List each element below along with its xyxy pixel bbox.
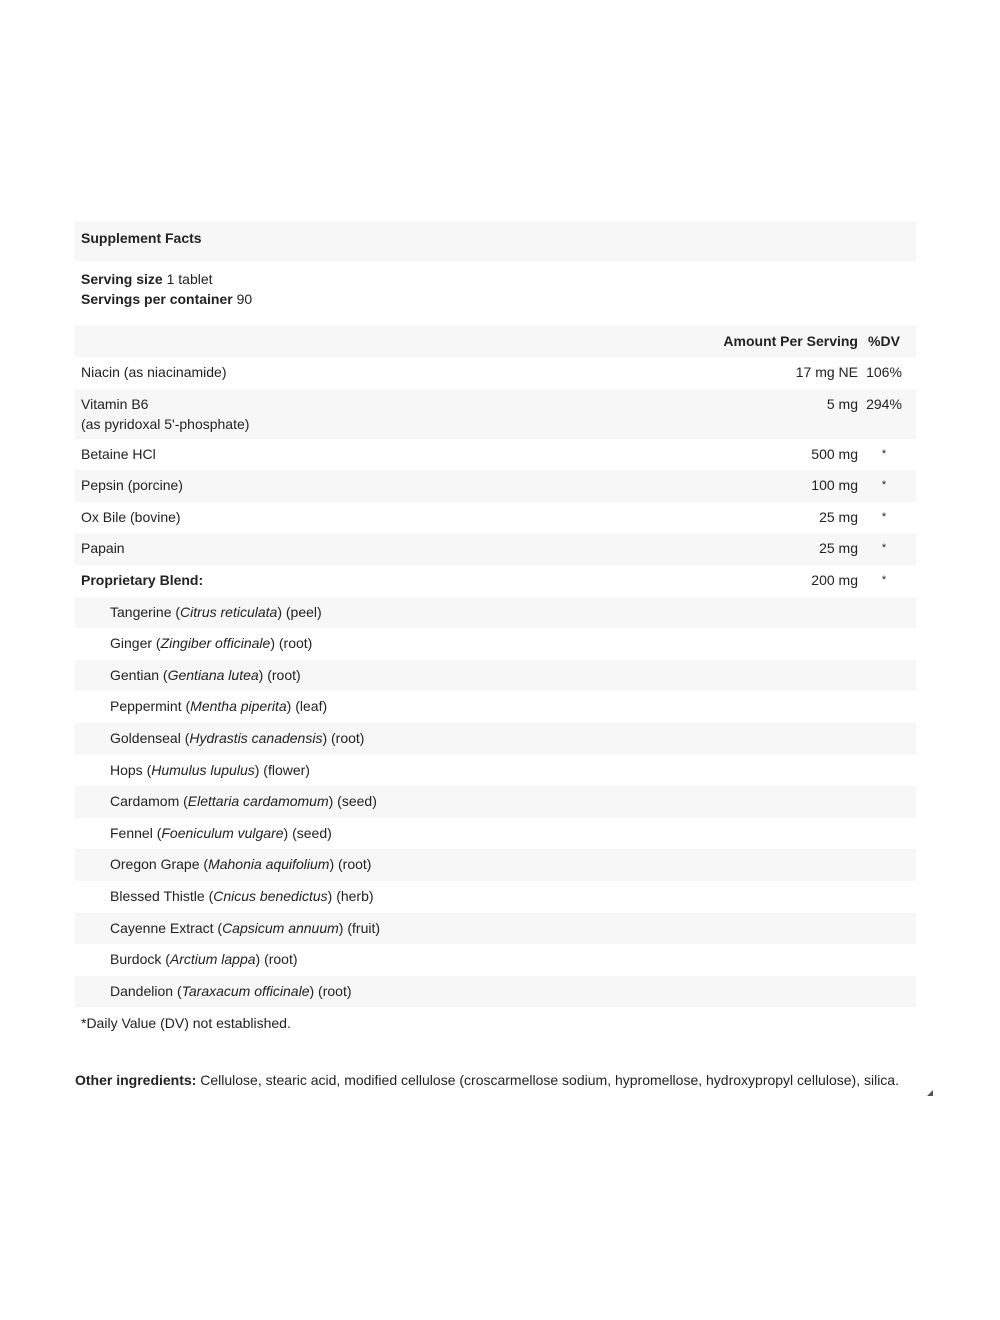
serving-info	[75, 261, 916, 325]
facts-title: Supplement Facts	[75, 221, 916, 261]
serving-size-label: Serving size	[81, 271, 163, 287]
nutrient-name: Niacin (as niacinamide)	[81, 364, 227, 380]
blend-plant-part: ) (herb)	[327, 887, 374, 904]
serving-size	[81, 269, 910, 289]
blend-item	[75, 849, 916, 881]
supplement-facts-table	[75, 221, 916, 1033]
blend-common-name: Dandelion (	[110, 982, 182, 999]
blend-plant-part: ) (root)	[322, 729, 365, 746]
blend-latin-name: Mentha piperita	[190, 698, 287, 715]
blend-common-name: Hops (	[110, 761, 152, 778]
blend-plant-part: ) (seed)	[283, 824, 332, 841]
amount-column-header: Amount Per Serving	[723, 333, 858, 349]
blend-plant-part: ) (root)	[255, 951, 298, 968]
blend-item	[75, 944, 916, 976]
blend-latin-name: Humulus lupulus	[151, 761, 255, 778]
blend-plant-part: ) (fruit)	[338, 919, 381, 936]
table-row	[75, 439, 916, 471]
blend-common-name: Burdock (	[110, 951, 170, 968]
blend-common-name: Peppermint (	[110, 698, 191, 715]
nutrient-amount: 200 mg	[811, 571, 858, 588]
other-ingredients	[75, 1070, 935, 1090]
nutrient-amount: 17 mg NE	[795, 364, 858, 380]
table-row	[75, 565, 916, 597]
blend-item	[75, 818, 916, 850]
blend-plant-part: ) (root)	[329, 856, 372, 873]
nutrient-name: Papain	[81, 540, 125, 557]
blend-latin-name: Foeniculum vulgare	[161, 824, 284, 841]
blend-item	[75, 660, 916, 692]
dv-footnote: *Daily Value (DV) not established.	[81, 1015, 291, 1032]
blend-plant-part: ) (seed)	[328, 793, 377, 810]
nutrient-name: Ox Bile (bovine)	[81, 508, 181, 525]
blend-item	[75, 723, 916, 755]
blend-common-name: Blessed Thistle (	[110, 887, 214, 904]
nutrient-amount: 25 mg	[819, 540, 858, 557]
blend-common-name: Ginger (	[110, 635, 161, 652]
blend-common-name: Cardamom (	[110, 793, 188, 810]
table-row	[75, 470, 916, 502]
nutrient-name-line1: Vitamin B6	[81, 395, 149, 412]
table-row	[75, 357, 916, 389]
blend-plant-part: ) (leaf)	[286, 698, 328, 715]
other-ingredients-text: Cellulose, stearic acid, modified cellulose (croscarmellose sodium, hypromellose, hydroxypropyl cellulose), silica.	[196, 1072, 899, 1088]
blend-plant-part: ) (root)	[309, 982, 352, 999]
blend-item	[75, 881, 916, 913]
servings-per-container-value: 90	[236, 291, 253, 307]
blend-common-name: Fennel (	[110, 824, 162, 841]
blend-latin-name: Arctium lappa	[169, 951, 256, 968]
nutrient-amount: 5 mg	[826, 395, 858, 412]
blend-latin-name: Cnicus benedictus	[213, 887, 328, 904]
blend-latin-name: Gentiana lutea	[167, 666, 259, 683]
servings-per-container-label: Servings per container	[81, 291, 233, 307]
blend-plant-part: ) (root)	[270, 635, 313, 652]
nutrient-amount: 100 mg	[811, 477, 858, 494]
blend-common-name: Cayenne Extract (	[110, 919, 223, 936]
nutrient-name: Betaine HCl	[81, 445, 156, 462]
nutrient-dv: *	[881, 447, 887, 460]
nutrient-dv: *	[881, 510, 887, 523]
nutrient-amount: 500 mg	[811, 445, 858, 462]
blend-latin-name: Mahonia aquifolium	[208, 856, 330, 873]
blend-item	[75, 628, 916, 660]
blend-item	[75, 976, 916, 1008]
servings-per-container	[81, 289, 910, 309]
blend-latin-name: Hydrastis canadensis	[189, 729, 323, 746]
blend-latin-name: Capsicum annuum	[222, 919, 339, 936]
nutrient-dv: 106%	[866, 364, 902, 380]
blend-item	[75, 755, 916, 787]
blend-item	[75, 691, 916, 723]
blend-common-name: Gentian (	[110, 666, 168, 683]
table-header	[75, 325, 916, 357]
blend-latin-name: Elettaria cardamomum	[187, 793, 329, 810]
proprietary-blend-name: Proprietary Blend:	[81, 571, 204, 588]
blend-item	[75, 786, 916, 818]
table-row	[75, 533, 916, 565]
nutrient-dv: *	[881, 479, 887, 492]
nutrient-name: Pepsin (porcine)	[81, 477, 183, 494]
resize-handle-icon[interactable]	[927, 1090, 933, 1096]
blend-plant-part: ) (root)	[258, 666, 301, 683]
blend-plant-part: ) (flower)	[254, 761, 310, 778]
nutrient-name	[81, 394, 618, 439]
nutrient-dv: 294%	[866, 395, 902, 412]
dv-column-header: %DV	[868, 333, 900, 349]
blend-latin-name: Taraxacum officinale	[181, 982, 310, 999]
nutrient-dv: *	[881, 542, 887, 555]
nutrient-amount: 25 mg	[819, 508, 858, 525]
blend-latin-name: Citrus reticulata	[180, 603, 278, 620]
nutrient-name-line2: (as pyridoxal 5'-phosphate)	[81, 415, 250, 432]
blend-common-name: Oregon Grape (	[110, 856, 209, 873]
blend-common-name: Goldenseal (	[110, 729, 190, 746]
serving-size-value: 1 tablet	[166, 271, 213, 287]
table-row	[75, 389, 916, 439]
blend-item	[75, 913, 916, 945]
blend-latin-name: Zingiber officinale	[160, 635, 271, 652]
blend-common-name: Tangerine (	[110, 603, 181, 620]
other-ingredients-label: Other ingredients:	[75, 1072, 197, 1088]
table-row	[75, 502, 916, 534]
blend-item	[75, 597, 916, 629]
nutrient-dv: *	[881, 573, 887, 586]
blend-plant-part: ) (peel)	[277, 603, 322, 620]
